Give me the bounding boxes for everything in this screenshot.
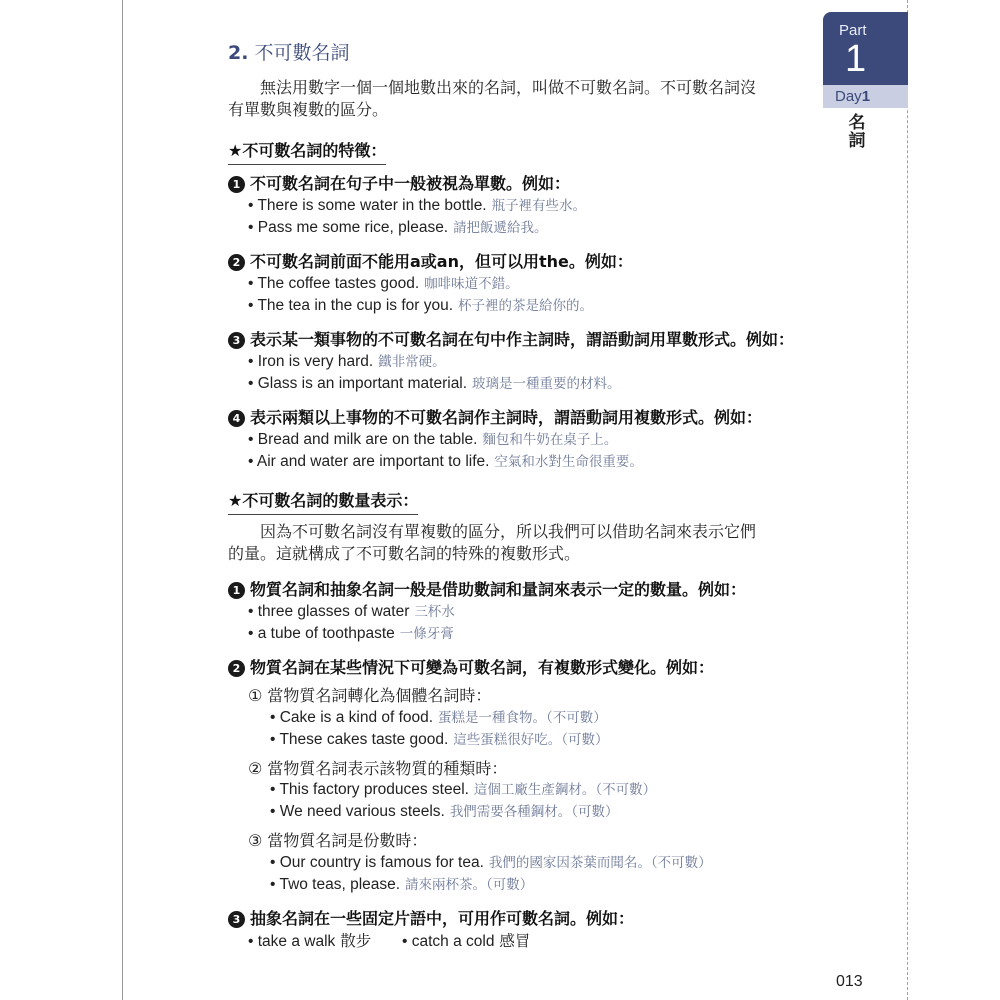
example-zh: 三杯水	[414, 604, 455, 620]
example-zh: 麵包和牛奶在桌子上。	[482, 432, 618, 448]
part-label: Part	[839, 22, 867, 39]
example-zh: 這個工廠生產鋼材。（不可數）	[473, 782, 657, 798]
heading-title: 不可數名詞	[254, 42, 350, 64]
circled-number: 1	[228, 582, 245, 599]
example-zh: 一條牙膏	[399, 626, 454, 642]
feature-item-text: 表示某一類事物的不可數名詞在句中作主詞時，謂語動詞用單數形式。例如：	[250, 330, 795, 349]
example-en: • Two teas, please.	[270, 876, 401, 893]
circled-number: 2	[228, 660, 245, 677]
example-zh: 鐵非常硬。	[378, 354, 446, 370]
example-zh: 玻璃是一種重要的材料。	[472, 376, 621, 392]
example-line	[248, 929, 371, 951]
example-line	[248, 600, 455, 621]
page-number: 013	[836, 973, 863, 990]
example-line	[248, 622, 454, 643]
feature-item-1	[228, 171, 570, 194]
example-en: • This factory produces steel.	[270, 781, 469, 798]
example-line	[270, 778, 656, 799]
circled-number: 2	[228, 254, 245, 271]
example-zh: 咖啡味道不錯。	[424, 276, 519, 292]
example-en: • a tube of toothpaste	[248, 625, 395, 642]
example-line	[248, 294, 593, 315]
sub-case-2: ② 當物質名詞表示該物質的種類時：	[248, 759, 508, 778]
feature-item-text: 不可數名詞在句子中一般被視為單數。例如：	[250, 174, 571, 193]
feature-section-title: ★不可數名詞的特徵：	[228, 138, 386, 165]
circled-number: 1	[228, 176, 245, 193]
example-line	[402, 929, 530, 951]
feature-item-3	[228, 327, 794, 350]
quantity-item-2	[228, 655, 714, 678]
example-zh: 杯子裡的茶是給你的。	[457, 298, 593, 314]
example-zh: 瓶子裡有些水。	[491, 198, 587, 214]
circled-number: 3	[228, 332, 245, 349]
part-number: 1	[845, 38, 867, 80]
example-en: • Pass me some rice, please.	[248, 219, 449, 236]
example-zh: 蛋糕是一種食物。（不可數）	[438, 710, 607, 726]
quantity-intro-line-1: 因為不可數名詞沒有單複數的區分，所以我們可以借助名詞來表示它們	[260, 522, 757, 541]
example-en: • The tea in the cup is for you.	[248, 297, 454, 314]
example-en: • We need various steels.	[270, 803, 445, 820]
quantity-item-text: 物質名詞在某些情況下可變為可數名詞，有複數形式變化。例如：	[250, 658, 715, 677]
example-line	[248, 194, 586, 215]
example-line	[270, 873, 533, 894]
section-heading	[228, 38, 350, 65]
quantity-item-text: 抽象名詞在一些固定片語中，可用作可數名詞。例如：	[250, 909, 635, 928]
heading-number: 2.	[228, 42, 249, 64]
sub-case-3: ③ 當物質名詞是份數時：	[248, 831, 428, 850]
feature-item-4	[228, 405, 762, 428]
circled-number: 3	[228, 911, 245, 928]
quantity-intro-line-2: 的量。這就構成了不可數名詞的特殊的複數形式。	[228, 544, 581, 563]
example-line	[248, 350, 446, 371]
example-line	[248, 272, 519, 293]
example-zh: 請把飯遞給我。	[453, 220, 548, 236]
example-line	[270, 706, 607, 727]
example-en: • Air and water are important to life.	[248, 453, 490, 470]
chapter-side-label: 名詞	[848, 113, 866, 151]
feature-item-text: 不可數名詞前面不能用a或an，但可以用the。例如：	[250, 252, 633, 271]
feature-item-2	[228, 249, 633, 272]
example-zh: 空氣和水對生命很重要。	[494, 454, 643, 470]
day-prefix: Day	[835, 88, 862, 105]
intro-line-1: 無法用數字一個一個地數出來的名詞，叫做不可數名詞。不可數名詞沒	[260, 78, 757, 97]
example-zh: 我們需要各種鋼材。（可數）	[449, 804, 619, 820]
example-en: • Bread and milk are on the table.	[248, 431, 478, 448]
example-en: • Iron is very hard.	[248, 353, 374, 370]
example-zh: 我們的國家因茶葉而聞名。（不可數）	[488, 855, 712, 871]
example-line	[248, 450, 643, 471]
example-en: • catch a cold	[402, 933, 495, 950]
example-en: • take a walk	[248, 933, 336, 950]
intro-line-2: 有單數與複數的區分。	[228, 100, 389, 119]
example-zh: 散步	[340, 932, 372, 950]
example-line	[270, 800, 619, 821]
example-zh: 這些蛋糕很好吃。（可數）	[453, 732, 609, 748]
example-en: • Our country is famous for tea.	[270, 854, 484, 871]
example-line	[270, 728, 609, 749]
example-line	[248, 428, 617, 449]
example-zh: 感冒	[499, 932, 531, 950]
example-line	[248, 216, 548, 237]
quantity-item-1	[228, 577, 746, 600]
example-line	[270, 851, 712, 872]
example-en: • Cake is a kind of food.	[270, 709, 434, 726]
example-line	[248, 372, 621, 393]
example-zh: 請來兩杯茶。（可數）	[405, 877, 534, 893]
example-en: • Glass is an important material.	[248, 375, 468, 392]
quantity-item-text: 物質名詞和抽象名詞一般是借助數詞和量詞來表示一定的數量。例如：	[250, 580, 747, 599]
example-en: • There is some water in the bottle.	[248, 197, 487, 214]
quantity-section-title: ★不可數名詞的數量表示：	[228, 488, 418, 515]
day-number: 1	[861, 88, 871, 105]
circled-number: 4	[228, 410, 245, 427]
quantity-item-3	[228, 906, 634, 929]
example-en: • These cakes taste good.	[270, 731, 449, 748]
sub-case-1: ① 當物質名詞轉化為個體名詞時：	[248, 686, 492, 705]
example-en: • three glasses of water	[248, 603, 410, 620]
feature-item-text: 表示兩類以上事物的不可數名詞作主詞時，謂語動詞用複數形式。例如：	[250, 408, 763, 427]
example-en: • The coffee tastes good.	[248, 275, 420, 292]
